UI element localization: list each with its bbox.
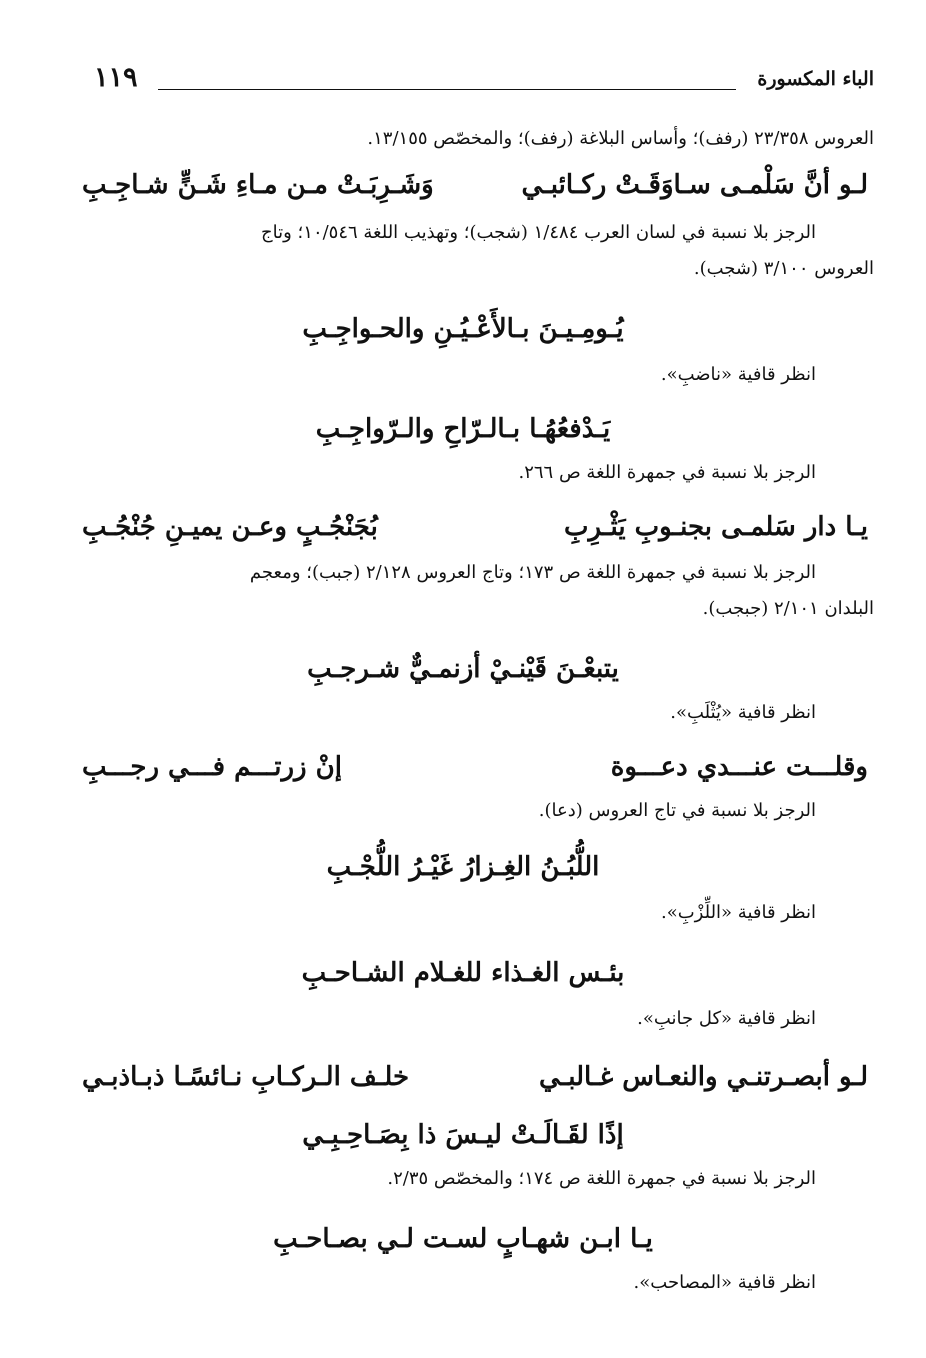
footnote-line: انظر قافية «اللِّزْبِ». bbox=[661, 902, 816, 923]
verse-hemistich-left: وَشَـرِبَـتْ مـن مـاءِ شَـنٍّ شـاجِـبِ bbox=[82, 170, 434, 200]
page-number: ١١٩ bbox=[94, 62, 138, 93]
verse-hemistich-left: خلـف الـركـابِ نـائسًـا ذبـاذبـي bbox=[82, 1062, 410, 1092]
verse-line: يَـدْفعُهُـا بـالـرّاحِ والـرّواجِـبِ bbox=[315, 414, 611, 444]
footnote-line: الرجز بلا نسبة في تاج العروس (دعا). bbox=[538, 800, 816, 821]
footnote-line: الرجز بلا نسبة في جمهرة اللغة ص ٢٦٦. bbox=[518, 462, 816, 483]
verse-line: بئـس الغـذاء للغـلام الشـاحـبِ bbox=[301, 958, 625, 988]
footnote-line: العروس ٣/١٠٠ (شجب). bbox=[693, 258, 874, 279]
chapter-title: الباء المكسورة bbox=[757, 68, 874, 90]
verse-hemistich-right: لـو أنَّ سَلْمـى سـاوَقَـتْ ركـائبـي bbox=[521, 170, 868, 200]
footnote-line: الرجز بلا نسبة في جمهرة اللغة ص ١٧٤؛ والمخصّص ٢/٣٥. bbox=[387, 1168, 816, 1189]
verse-line: يـا ابـن شهـابٍ لسـت لـي بصـاحـبِ bbox=[273, 1224, 653, 1254]
verse-line: إذًا لقَـالَـتْ ليـسَ ذا بِصَـاحِـبِـي bbox=[302, 1120, 624, 1150]
footnote-line: انظر قافية «ناضبِ». bbox=[660, 364, 816, 385]
verse-hemistich-left: إنْ زرتـــم فـــي رجـــبِ bbox=[82, 752, 342, 782]
verse-line: يتبعْـنَ قَيْنـيْ أزنمـيٌّ شـرجـبِ bbox=[307, 654, 619, 684]
footnote-line: الرجز بلا نسبة في جمهرة اللغة ص ١٧٣؛ وتاج العروس ٢/١٢٨ (جبب)؛ ومعجم bbox=[249, 562, 816, 583]
running-header bbox=[86, 62, 874, 102]
footnote-line: انظر قافية «يُثْلَبِ». bbox=[670, 702, 816, 723]
verse-line: اللُّبُـنُ الغِـزارُ غَيْـرُ اللُّجْـبِ bbox=[326, 852, 600, 882]
footnote-line: الرجز بلا نسبة في لسان العرب ١/٤٨٤ (شجب)؛ وتهذيب اللغة ١٠/٥٤٦؛ وتاج bbox=[261, 222, 816, 243]
header-rule bbox=[158, 89, 736, 90]
verse-hemistich-left: بُجَنْجُـبٍ وعـن يميـنِ جُنْجُـبِ bbox=[82, 512, 378, 542]
footnote-line: البلدان ٢/١٠١ (جبجب). bbox=[702, 598, 874, 619]
verse-hemistich-right: لـو أبصـرتنـي والنعـاس غـالبـي bbox=[538, 1062, 868, 1092]
verse-line: يُـومِـيـنَ بـالأَعْـيُـنِ والحـواجِـبِ bbox=[302, 314, 624, 344]
footnote-line: العروس ٢٣/٣٥٨ (رفف)؛ وأساس البلاغة (رفف)؛ والمخصّص ١٣/١٥٥. bbox=[367, 128, 874, 149]
footnote-line: انظر قافية «المصاحب». bbox=[633, 1272, 816, 1293]
verse-hemistich-right: وقلـــت عنـــدي دعـــوة bbox=[610, 752, 868, 782]
footnote-line: انظر قافية «كل جانبِ». bbox=[637, 1008, 816, 1029]
verse-hemistich-right: يـا دار سَلمـى بجنـوبِ يَثْـرِبِ bbox=[564, 512, 868, 542]
